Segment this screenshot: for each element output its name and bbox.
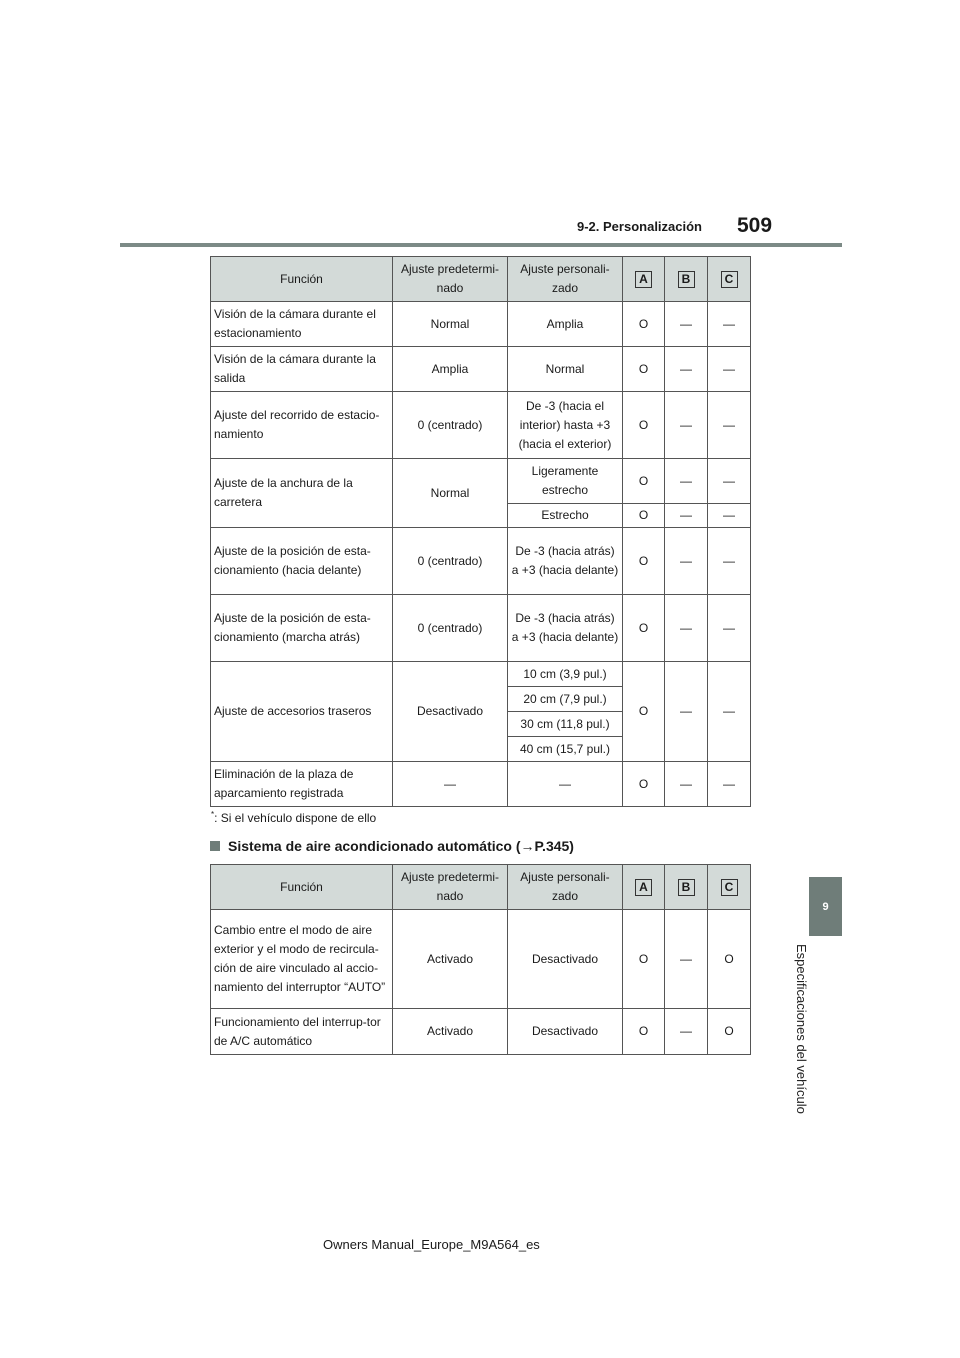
cell-a: O [623,1009,665,1055]
cell-c: — [708,762,751,807]
cell-b: — [665,302,708,347]
customization-table-1 [210,256,751,807]
cell-custom: Desactivado [508,1009,623,1055]
cell-default: Normal [393,302,508,347]
cell-c: — [708,662,751,762]
header-default: Ajuste predetermi-nado [393,865,508,910]
box-letter-b: B [678,879,695,896]
table-row [211,347,751,392]
table-header-row [211,865,751,910]
chapter-label: Especificaciones del vehículo [794,944,809,1114]
table-header-row [211,257,751,302]
cell-a: O [623,504,665,528]
header-custom: Ajuste personali-zado [508,257,623,302]
cell-custom: Desactivado [508,910,623,1009]
table-row [211,762,751,807]
cell-b: — [665,459,708,504]
cell-function: Cambio entre el modo de aire exterior y el modo de recircula-ción de aire vinculado al accio-namiento del interruptor “AUTO” [211,910,393,1009]
cell-c: O [708,910,751,1009]
cell-default: Desactivado [393,662,508,762]
cell-b: — [665,762,708,807]
cell-default: 0 (centrado) [393,595,508,662]
cell-b: — [665,528,708,595]
cell-default: — [393,762,508,807]
header-custom: Ajuste personali-zado [508,865,623,910]
cell-c: — [708,302,751,347]
cell-b: — [665,910,708,1009]
cell-function: Visión de la cámara durante el estacionamiento [211,302,393,347]
table-row [211,662,751,687]
table-row [211,595,751,662]
header-function: Función [211,865,393,910]
cell-b: — [665,1009,708,1055]
table-row [211,302,751,347]
cell-function: Ajuste de accesorios traseros [211,662,393,762]
cell-b: — [665,347,708,392]
cell-a: O [623,662,665,762]
cell-function: Funcionamiento del interrup-tor de A/C automático [211,1009,393,1055]
footnote [211,810,376,825]
square-bullet-icon [210,841,220,851]
cell-a: O [623,528,665,595]
cell-c: O [708,1009,751,1055]
cell-b: — [665,504,708,528]
table-row [211,459,751,504]
header-b [665,865,708,910]
footnote-marker: * [211,810,215,819]
cell-a: O [623,302,665,347]
box-letter-b: B [678,271,695,288]
cell-custom: De -3 (hacia atrás) a +3 (hacia delante) [508,595,623,662]
header-c [708,257,751,302]
table-row [211,528,751,595]
cell-function: Visión de la cámara durante la salida [211,347,393,392]
header-a [623,865,665,910]
header-a [623,257,665,302]
cell-custom: — [508,762,623,807]
cell-custom: De -3 (hacia el interior) hasta +3 (hacia el exterior) [508,392,623,459]
chapter-tab[interactable] [809,877,842,936]
section-heading [210,838,574,854]
table-row [211,392,751,459]
cell-c: — [708,528,751,595]
customization-table-2 [210,864,751,1055]
cell-a: O [623,910,665,1009]
cell-function: Eliminación de la plaza de aparcamiento registrada [211,762,393,807]
cell-custom: 20 cm (7,9 pul.) [508,687,623,712]
cell-default: Amplia [393,347,508,392]
footnote-text: : Si el vehículo dispone de ello [214,811,377,825]
box-letter-a: A [635,271,652,288]
cell-c: — [708,392,751,459]
chapter-number: 9 [822,900,829,913]
cell-a: O [623,392,665,459]
cell-function: Ajuste de la posición de esta-cionamiento (marcha atrás) [211,595,393,662]
cell-default: Activado [393,910,508,1009]
cell-a: O [623,595,665,662]
table-row [211,1009,751,1055]
cell-b: — [665,392,708,459]
cell-custom: 30 cm (11,8 pul.) [508,712,623,737]
cell-function: Ajuste del recorrido de estacio-namiento [211,392,393,459]
cell-function: Ajuste de la anchura de la carretera [211,459,393,528]
footer-text: Owners Manual_Europe_M9A564_es [323,1237,540,1252]
section-title: 9-2. Personalización [577,219,702,234]
cell-default: 0 (centrado) [393,392,508,459]
cell-custom: De -3 (hacia atrás) a +3 (hacia delante) [508,528,623,595]
box-letter-c: C [721,879,738,896]
cell-custom: Amplia [508,302,623,347]
box-letter-a: A [635,879,652,896]
cell-function: Ajuste de la posición de esta-cionamiento (hacia delante) [211,528,393,595]
cell-custom: Normal [508,347,623,392]
cell-custom: Ligeramente estrecho [508,459,623,504]
cell-default: 0 (centrado) [393,528,508,595]
table-row [211,910,751,1009]
cell-custom: 10 cm (3,9 pul.) [508,662,623,687]
header-rule [120,243,842,247]
section-heading-text: Sistema de aire acondicionado automático (→P.345) [228,838,574,854]
cell-default: Activado [393,1009,508,1055]
cell-a: O [623,347,665,392]
cell-c: — [708,595,751,662]
box-letter-c: C [721,271,738,288]
header-function: Función [211,257,393,302]
cell-a: O [623,762,665,807]
cell-default: Normal [393,459,508,528]
cell-custom: Estrecho [508,504,623,528]
cell-b: — [665,662,708,762]
cell-c: — [708,504,751,528]
cell-c: — [708,459,751,504]
cell-c: — [708,347,751,392]
cell-b: — [665,595,708,662]
header-default: Ajuste predetermi-nado [393,257,508,302]
header-b [665,257,708,302]
cell-a: O [623,459,665,504]
page-number: 509 [737,214,773,237]
header-c [708,865,751,910]
cell-custom: 40 cm (15,7 pul.) [508,737,623,762]
